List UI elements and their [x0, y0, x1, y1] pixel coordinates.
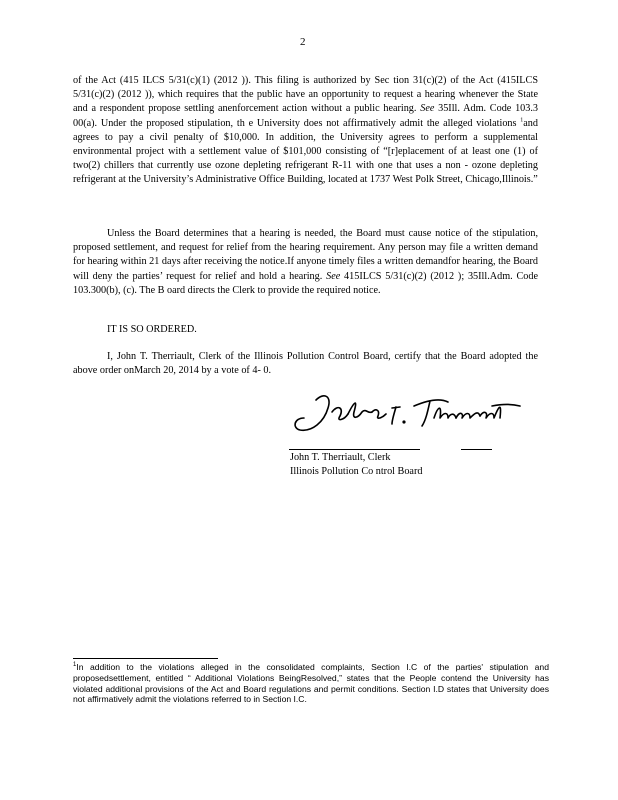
order-statement: IT IS SO ORDERED. [107, 324, 197, 335]
handwritten-signature [288, 388, 528, 448]
footnote-separator [73, 658, 218, 659]
paragraph-text: and agrees to pay a civil penalty of $10,000. In addition, the University agrees to perform a supplemental environmental project with a settlement value of $101,000 consisting of “[r]eplacement of at least one (1) of two(2) chillers that currently use ozone depleting refrigerant R-11 with one that uses a non - ozone depleting refrigerant at the University’s Administrative Office Building, located at 1737 West Polk Street, Chicago,Illinois.” [73, 117, 538, 186]
signer-title: Illinois Pollution Co ntrol Board [290, 466, 423, 477]
paragraph-stipulation [73, 74, 538, 188]
footnote-text: In addition to the violations alleged in the consolidated complaints, Section I.C of the parties' stipulation and proposedsettlement, entitled “ Additional Violations BeingResolved,” states that the People contend the University has violated additional provisions of the Act and Board regulations and permit conditions. Section I.D states that University does not affirmatively admit the violations referred to in Section I.C. [73, 662, 549, 705]
see-citation-signal: See [326, 270, 341, 282]
paragraph-text: of the Act (415 ILCS 5/31(c)(1) (2012 )). This filing is authorized by Sec tion 31(c)(2) of the Act (415ILCS 5/31(c)(2) (2012 )), which requires that the public have an opportunity to request a hearing whenever the State and a respondent propose settling anenforcement action without a public hearing. [73, 75, 538, 115]
signature-line [289, 449, 420, 450]
paragraph-notice [73, 227, 538, 298]
clerk-certification: I, John T. Therriault, Clerk of the Illinois Pollution Control Board, certify that the Board adopted the above order onMarch 20, 2014 by a vote of 4- 0. [73, 351, 538, 377]
footnote-mark: 1 [73, 662, 77, 669]
paragraph-text: 35Ill. Adm. Code 103.3 00(a). Under the proposed stipulation, th e University does not affirmatively admit the alleged violations [73, 103, 538, 129]
signature-line [461, 449, 492, 450]
footnote [73, 662, 549, 705]
paragraph-text: 415ILCS 5/31(c)(2) (2012 ); 35Ill.Adm. Code 103.300(b), (c). The B oard directs the Clerk to provide the required notice. [73, 270, 538, 296]
see-citation-signal: See [420, 103, 435, 115]
footnote-reference[interactable]: 1 [520, 117, 524, 124]
page-number: 2 [300, 36, 306, 48]
paragraph-text: Unless the Board determines that a hearing is needed, the Board must cause notice of the stipulation, proposed settlement, and request for relief from the hearing requirement. Any person may file a written demand for hearing within 21 days after receiving the notice.If anyone timely files a written demandfor hearing, the Board will deny the parties’ request for relief and hold a hearing. [73, 228, 538, 282]
signer-name: John T. Therriault, Clerk [290, 452, 391, 463]
